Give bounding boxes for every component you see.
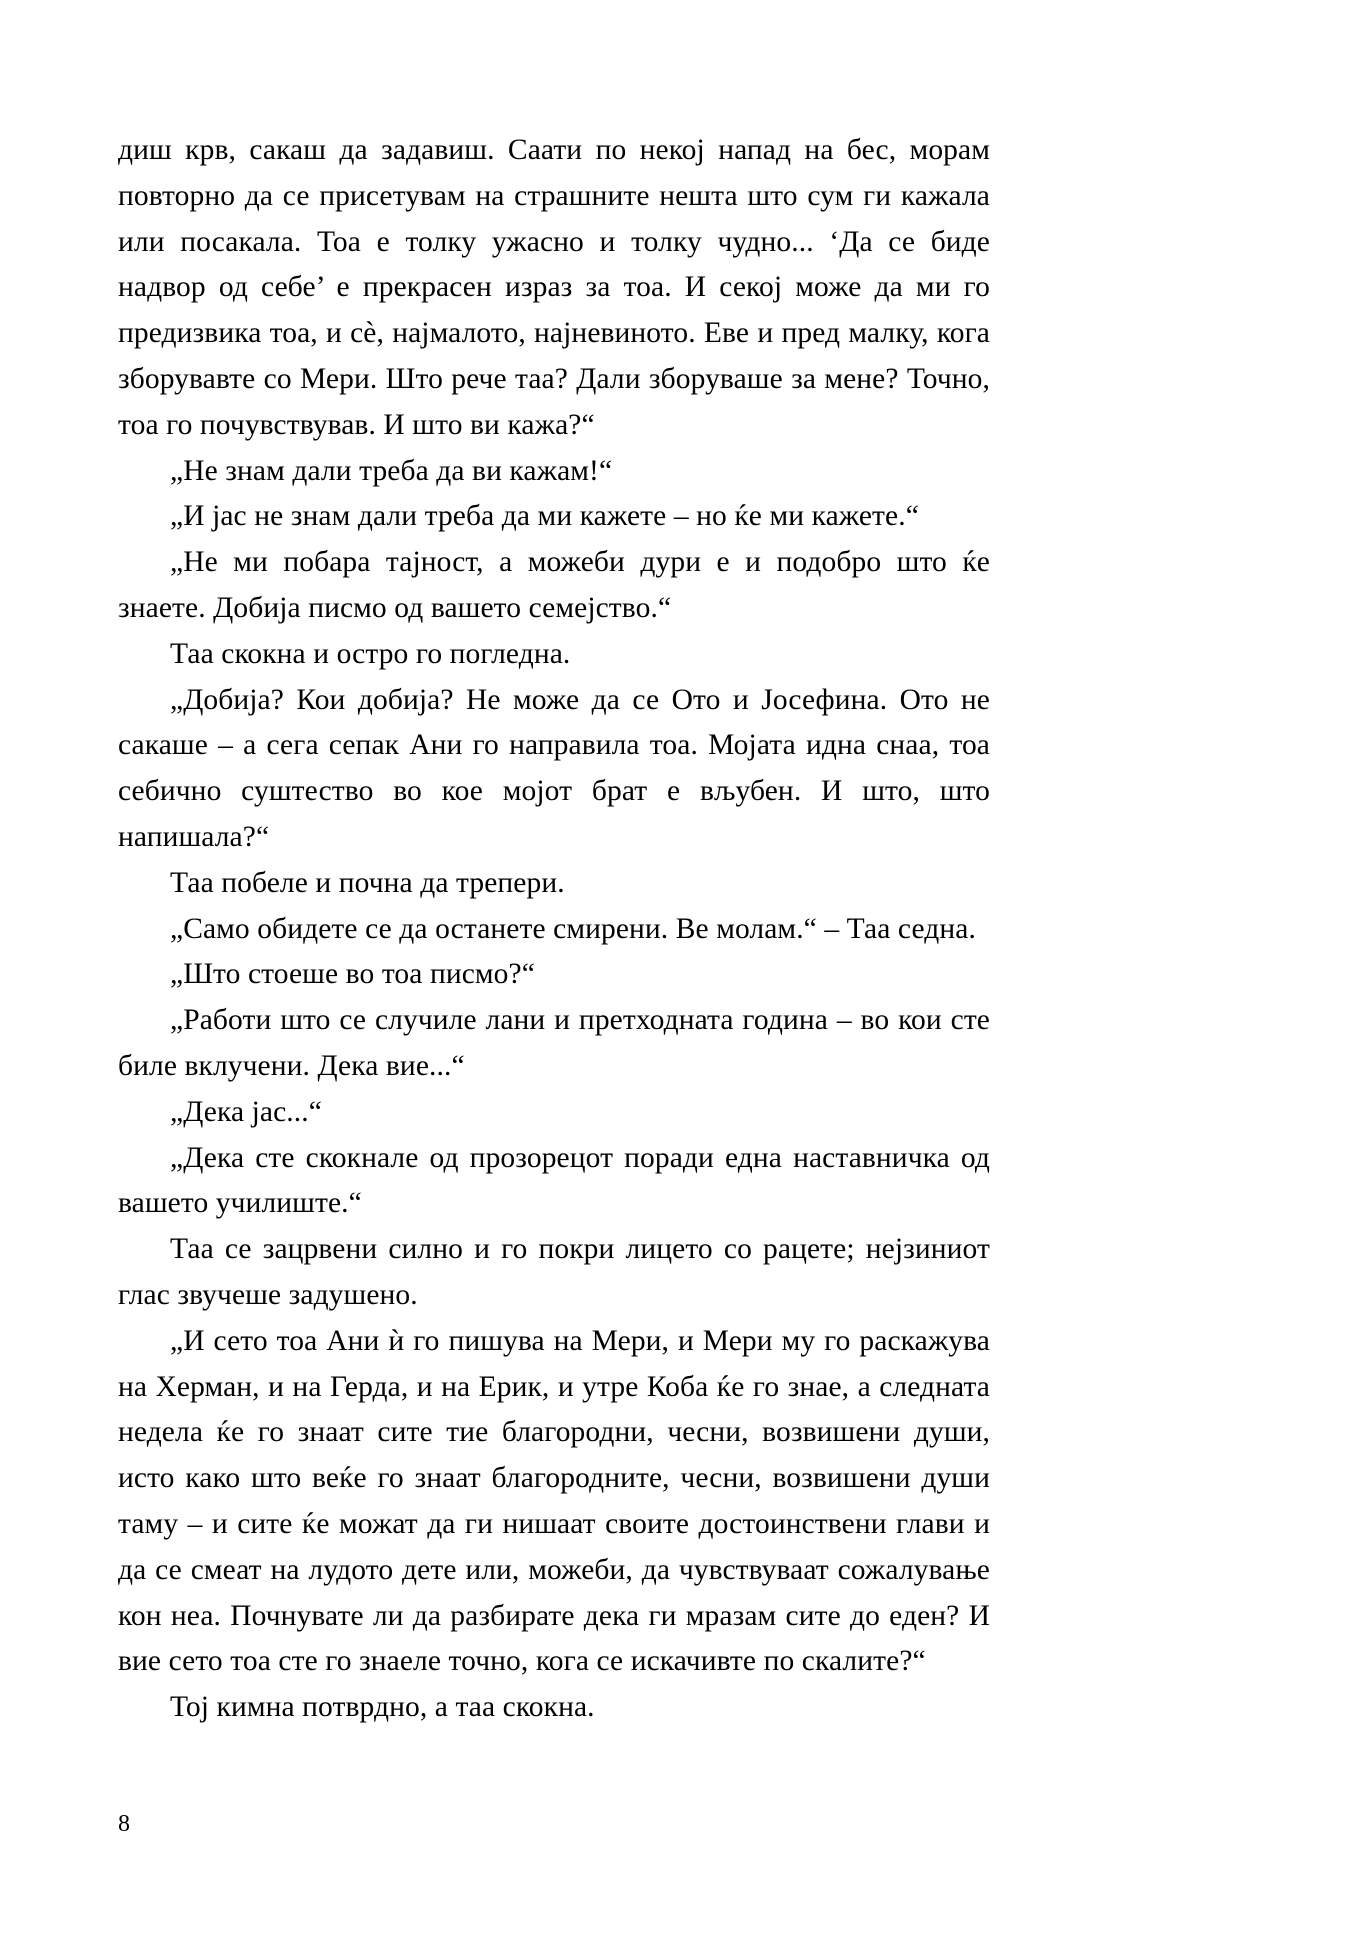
paragraph: Таа се зацрвени силно и го покри лицето со рацете; нејзиниот глас звучеше задушено. <box>118 1233 990 1311</box>
page-number: 8 <box>118 1811 130 1837</box>
paragraph: „И сето тоа Ани ѝ го пишува на Мери, и Мери му го раскажува на Херман, и на Герда, и на Ерик, и утре Коба ќе го знае, а следната недела ќе го знаат сите тие благородни, чесни, возвишени души, исто како што веќе го знаат благородните, чесни, возвишени души таму – и сите ќе можат да ги нишаат своите достоинствени глави и да се смеат на лудото дете или, можеби, да чувствуваат сожалување кон неа. Почнувате ли да разбирате дека ги мразам сите до еден? И вие сето тоа сте го знаеле точно, кога се искачивте по скалите?“ <box>118 1324 990 1678</box>
paragraph: „Не ми побара тајност, а можеби дури е и подобро што ќе знаете. Добија писмо од вашето семејство.“ <box>118 546 990 624</box>
paragraph: „Добија? Кои добија? Не може да се Ото и Јосефина. Ото не сакаше – а сега сепак Ани го направила тоа. Мојата идна снаа, тоа себично суштество во кое мојот брат е вљубен. И што, што напишала?“ <box>118 683 990 853</box>
paragraph: Таа побеле и почна да трепери. <box>170 866 565 899</box>
paragraph: Таа скокна и остро го погледна. <box>170 637 571 670</box>
paragraph: „Само обидете се да останете смирени. Ве молам.“ – Таа седна. <box>170 912 976 945</box>
paragraph: „Не знам дали треба да ви кажам!“ <box>170 454 613 487</box>
paragraph: „Дека јас...“ <box>170 1095 322 1128</box>
paragraph: „Работи што се случиле лани и претходната година – во кои сте биле вклучени. Дека вие...“ <box>118 1004 990 1082</box>
paragraph: диш крв, сакаш да задавиш. Саати по некој напад на бес, морам повторно да се присетувам на страшните нешта што сум ги кажала или посакала. Тоа е толку ужасно и толку чудно... ‘Да се биде надвор од себе’ е прекрасен израз за тоа. И секој може да ми го предизвика тоа, и сѐ, најмалото, најневиното. Еве и пред малку, кога зборувавте со Мери. Што рече таа? Дали зборуваше за мене? Точно, тоа го почувствував. И што ви кажа?“ <box>118 134 990 441</box>
paragraph: „И јас не знам дали треба да ми кажете – но ќе ми кажете.“ <box>170 500 919 533</box>
paragraph: „Што стоеше во тоа писмо?“ <box>170 958 535 991</box>
body-text-block <box>118 128 990 1731</box>
paragraph: „Дека сте скокнале од прозорецот поради една наставничка од вашето училиште.“ <box>118 1141 990 1220</box>
paragraph: Тој кимна потврдно, а таа скокна. <box>170 1691 595 1724</box>
